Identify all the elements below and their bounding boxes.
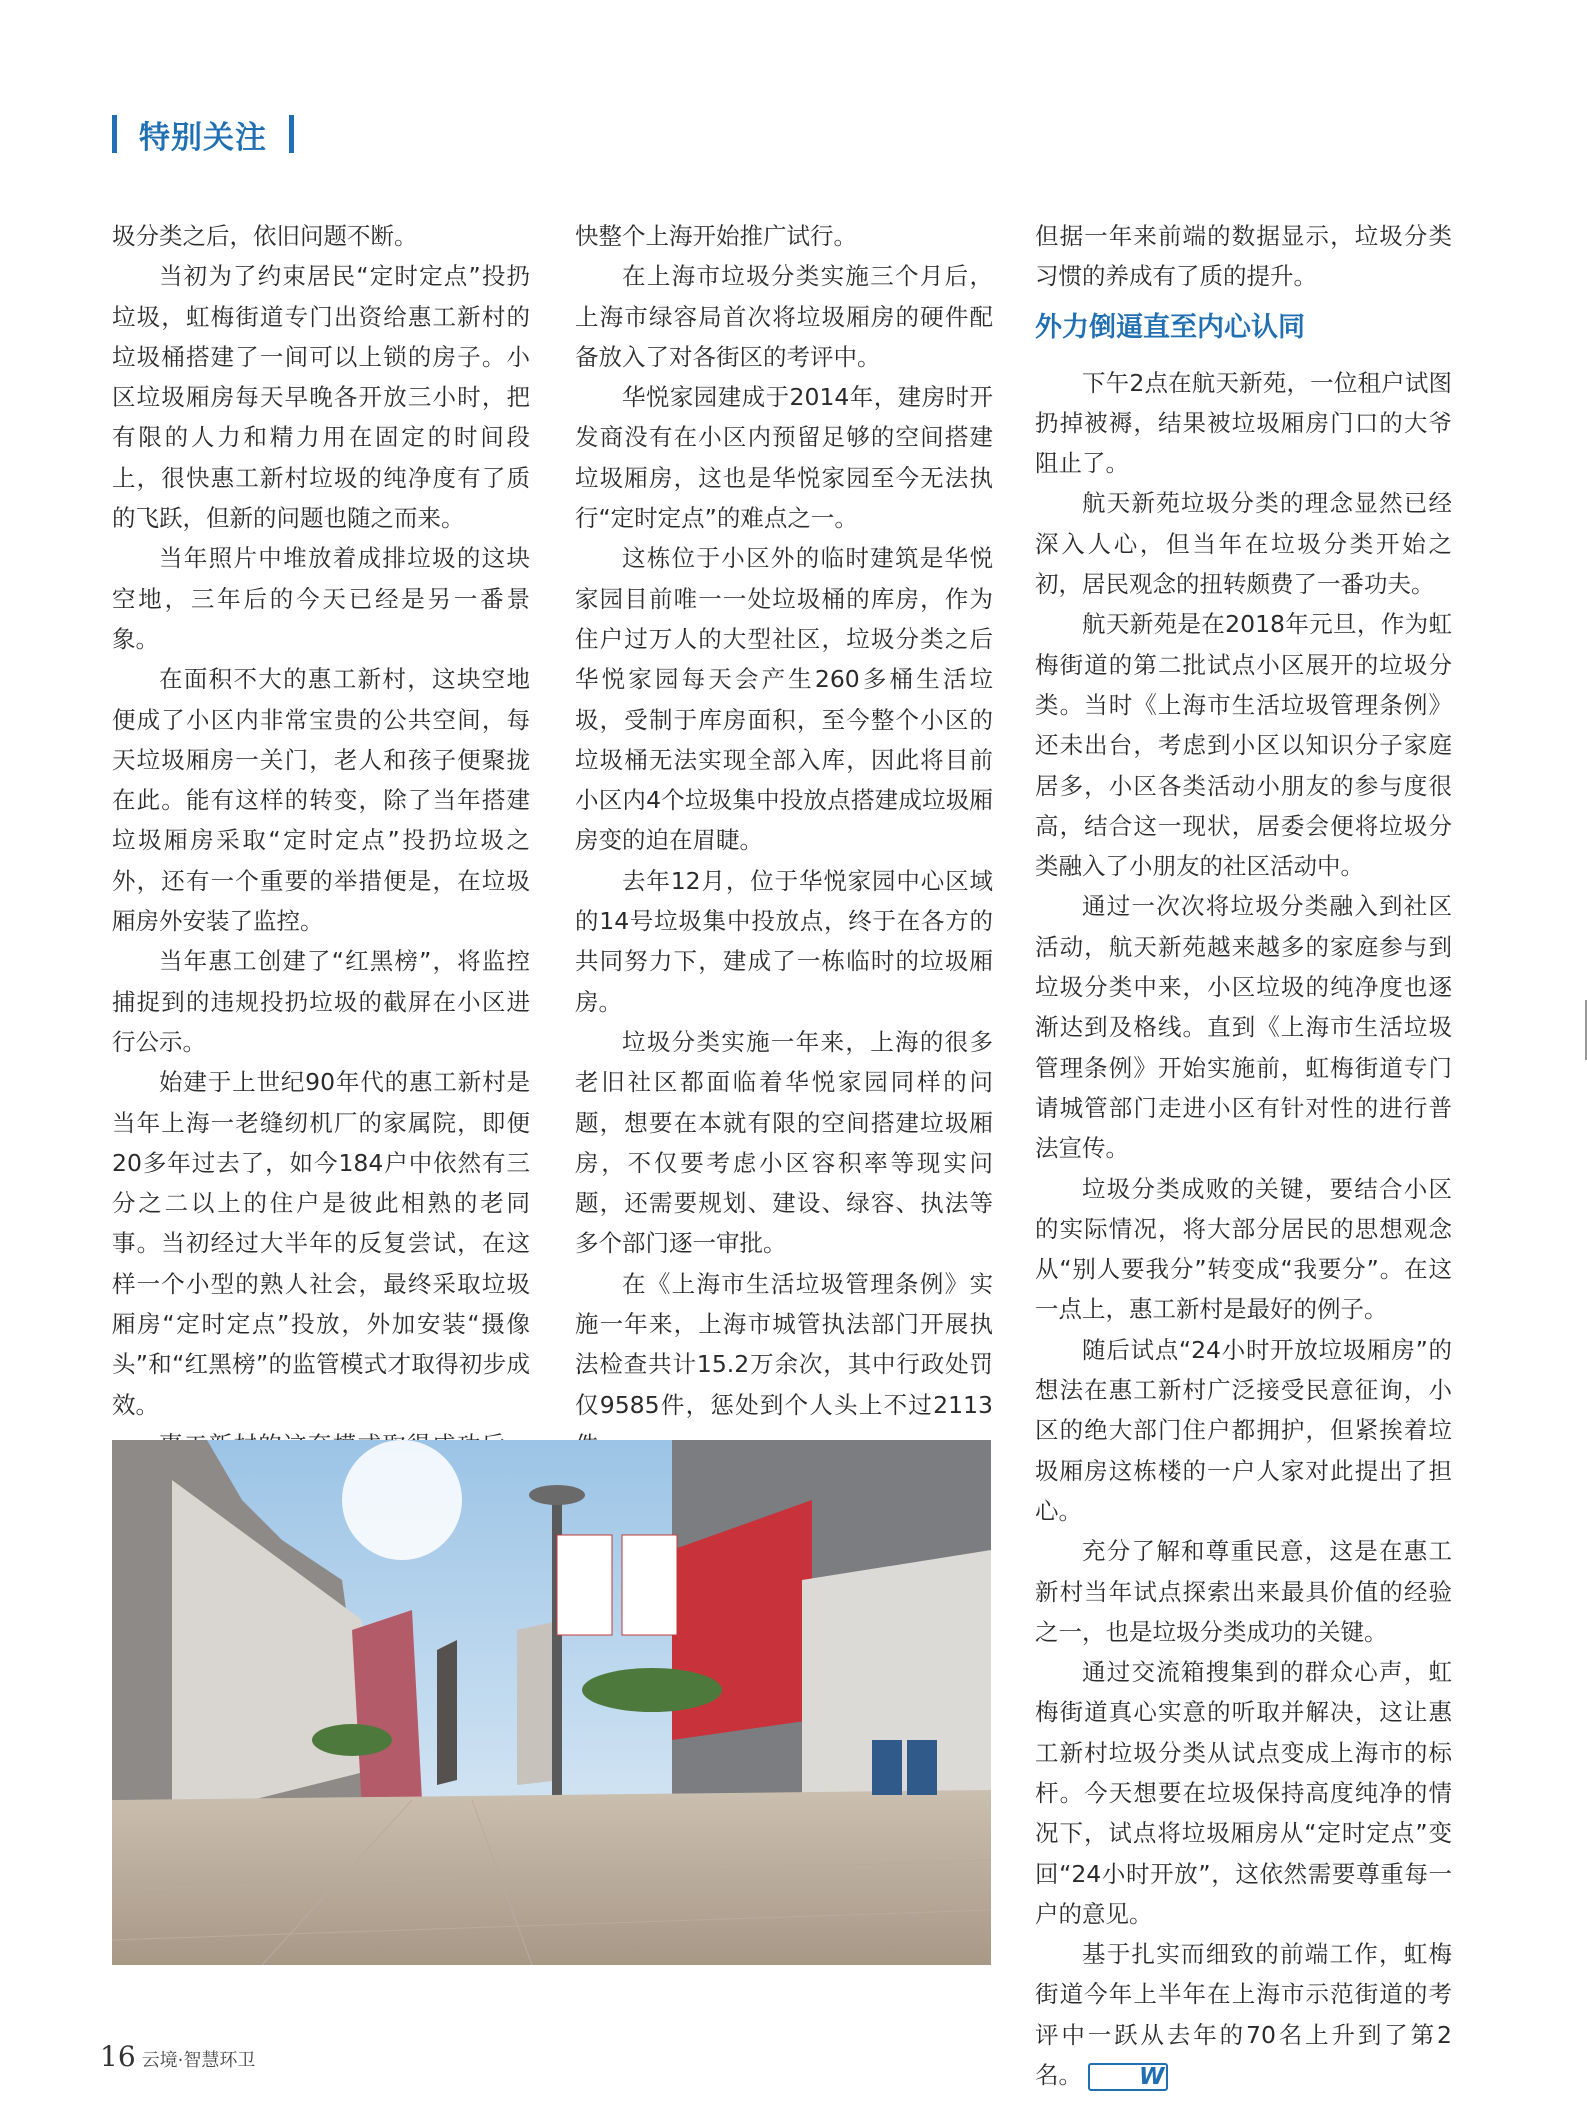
end-mark-icon: W bbox=[1088, 2063, 1168, 2091]
header-bar-right bbox=[289, 115, 294, 153]
column-3-intro: 但据一年来前端的数据显示，垃圾分类习惯的养成有了质的提升。 bbox=[1035, 222, 1452, 291]
paragraph: 航天新苑垃圾分类的理念显然已经深入人心，但当年在垃圾分类开始之初，居民观念的扭转颇费了一番功夫。 bbox=[1035, 489, 1452, 599]
paragraph: 快整个上海开始推广试行。 bbox=[575, 222, 857, 250]
paragraph: 随后试点“24小时开放垃圾厢房”的想法在惠工新村广泛接受民意征询，小区的绝大部门住户都拥护，但紧挨着垃圾厢房这栋楼的一户人家对此提出了担心。 bbox=[1035, 1335, 1452, 1525]
header-bar-left bbox=[112, 115, 117, 153]
paragraph: 当年照片中堆放着成排垃圾的这块空地，三年后的今天已经是另一番景象。 bbox=[112, 544, 530, 653]
paragraph: 通过一次次将垃圾分类融入到社区活动，航天新苑越来越多的家庭参与到垃圾分类中来，小区垃圾的纯净度也逐渐达到及格线。直到《上海市生活垃圾管理条例》开始实施前，虹梅街道专门请城管部门走进小区有针对性的进行普法宣传。 bbox=[1035, 892, 1452, 1163]
street-photo bbox=[112, 1440, 991, 1965]
paragraph: 这栋位于小区外的临时建筑是华悦家园目前唯一一处垃圾桶的库房，作为住户过万人的大型社区，垃圾分类之后华悦家园每天会产生260多桶生活垃圾，受制于库房面积，至今整个小区的垃圾桶无法实现全部入库，因此将目前小区内4个垃圾集中投放点搭建成垃圾厢房变的迫在眉睫。 bbox=[575, 544, 993, 855]
column-2 bbox=[575, 216, 993, 1465]
column-3-body bbox=[1035, 363, 1452, 2096]
paragraph: 当年惠工创建了“红黑榜”，将监控捕捉到的违规投扔垃圾的截屏在小区进行公示。 bbox=[112, 947, 530, 1056]
page-footer bbox=[100, 2040, 255, 2073]
magazine-name: 云境·智慧环卫 bbox=[141, 2050, 256, 2071]
section-header bbox=[112, 112, 294, 156]
paragraph: 始建于上世纪90年代的惠工新村是当年上海一老缝纫机厂的家属院，即便20多年过去了，如今184户中依然有三分之二以上的住户是彼此相熟的老同事。当初经过大半年的反复尝试，在这样一个小型的熟人社会，最终采取垃圾厢房“定时定点”投放，外加安装“摄像头”和“红黑榜”的监管模式才取得初步成效。 bbox=[112, 1068, 530, 1419]
paragraph: 去年12月，位于华悦家园中心区域的14号垃圾集中投放点，终于在各方的共同努力下，建成了一栋临时的垃圾厢房。 bbox=[575, 866, 993, 1016]
paragraph: 下午2点在航天新苑，一位租户试图扔掉被褥，结果被垃圾厢房门口的大爷阻止了。 bbox=[1035, 368, 1452, 478]
paragraph: 在面积不大的惠工新村，这块空地便成了小区内非常宝贵的公共空间，每天垃圾厢房一关门，老人和孩子便聚拢在此。能有这样的转变，除了当年搭建垃圾厢房采取“定时定点”投扔垃圾之外，还有一个重要的举措便是，在垃圾厢房外安装了监控。 bbox=[112, 665, 530, 936]
section-title: 特别关注 bbox=[139, 119, 267, 156]
page-number: 16 bbox=[100, 2040, 136, 2073]
column-3 bbox=[1035, 216, 1452, 2095]
paragraph: 垃圾分类实施一年来，上海的很多老旧社区都面临着华悦家园同样的问题，想要在本就有限的空间搭建垃圾厢房，不仅要考虑小区容积率等现实问题，还需要规划、建设、绿容、执法等多个部门逐一审批。 bbox=[575, 1027, 993, 1258]
paragraph: 垃圾分类成败的关键，要结合小区的实际情况，将大部分居民的思想观念从“别人要我分”转变成“我要分”。在这一点上，惠工新村是最好的例子。 bbox=[1035, 1174, 1452, 1324]
paragraph: 航天新苑是在2018年元旦，作为虹梅街道的第二批试点小区展开的垃圾分类。当时《上海市生活垃圾管理条例》还未出台，考虑到小区以知识分子家庭居多，小区各类活动小朋友的参与度很高，结合这一现状，居委会便将垃圾分类融入了小朋友的社区活动中。 bbox=[1035, 610, 1452, 881]
paragraph: 在《上海市生活垃圾管理条例》实施一年来，上海市城管执法部门开展执法检查共计15.2万余次，其中行政处罚仅9585件，惩处到个人头上不过2113 bbox=[575, 1269, 993, 1419]
subheading: 外力倒逼直至内心认同 bbox=[1035, 311, 1305, 343]
paragraph: 通过交流箱搜集到的群众心声，虹梅街道真心实意的听取并解决，这让惠工新村垃圾分类从试点变成上海市的标杆。今天想要在垃圾保持高度纯净的情况下，试点将垃圾厢房从“定时定点”变回“24小时开放”，这依然需要尊重每一户的意见。 bbox=[1035, 1658, 1452, 1928]
paragraph: 当初为了约束居民“定时定点”投扔垃圾，虹梅街道专门出资给惠工新村的垃圾桶搭建了一间可以上锁的房子。小区垃圾厢房每天早晚各开放三小时，把有限的人力和精力用在固定的时间段上，很快惠工新村垃圾的纯净度有了质的飞跃，但新的问题也随之而来。 bbox=[112, 262, 530, 533]
paragraph: 华悦家园建成于2014年，建房时开发商没有在小区内预留足够的空间搭建垃圾厢房，这也是华悦家园至今无法执行“定时定点”的难点之一。 bbox=[575, 383, 993, 533]
street-photo-illustration bbox=[112, 1440, 991, 1965]
paragraph: 在上海市垃圾分类实施三个月后，上海市绿容局首次将垃圾厢房的硬件配备放入了对各街区的考评中。 bbox=[575, 262, 993, 371]
column-1 bbox=[112, 216, 530, 1506]
paragraph: 基于扎实而细致的前端工作，虹梅街道今年上半年在上海市示范街道的考评中一跃从去年的70名上升到了第2名。 W bbox=[1035, 1940, 1452, 2090]
paragraph: 充分了解和尊重民意，这是在惠工新村当年试点探索出来最具价值的经验之一，也是垃圾分类成功的关键。 bbox=[1035, 1537, 1452, 1646]
paragraph: 圾分类之后，依旧问题不断。 bbox=[112, 222, 418, 250]
